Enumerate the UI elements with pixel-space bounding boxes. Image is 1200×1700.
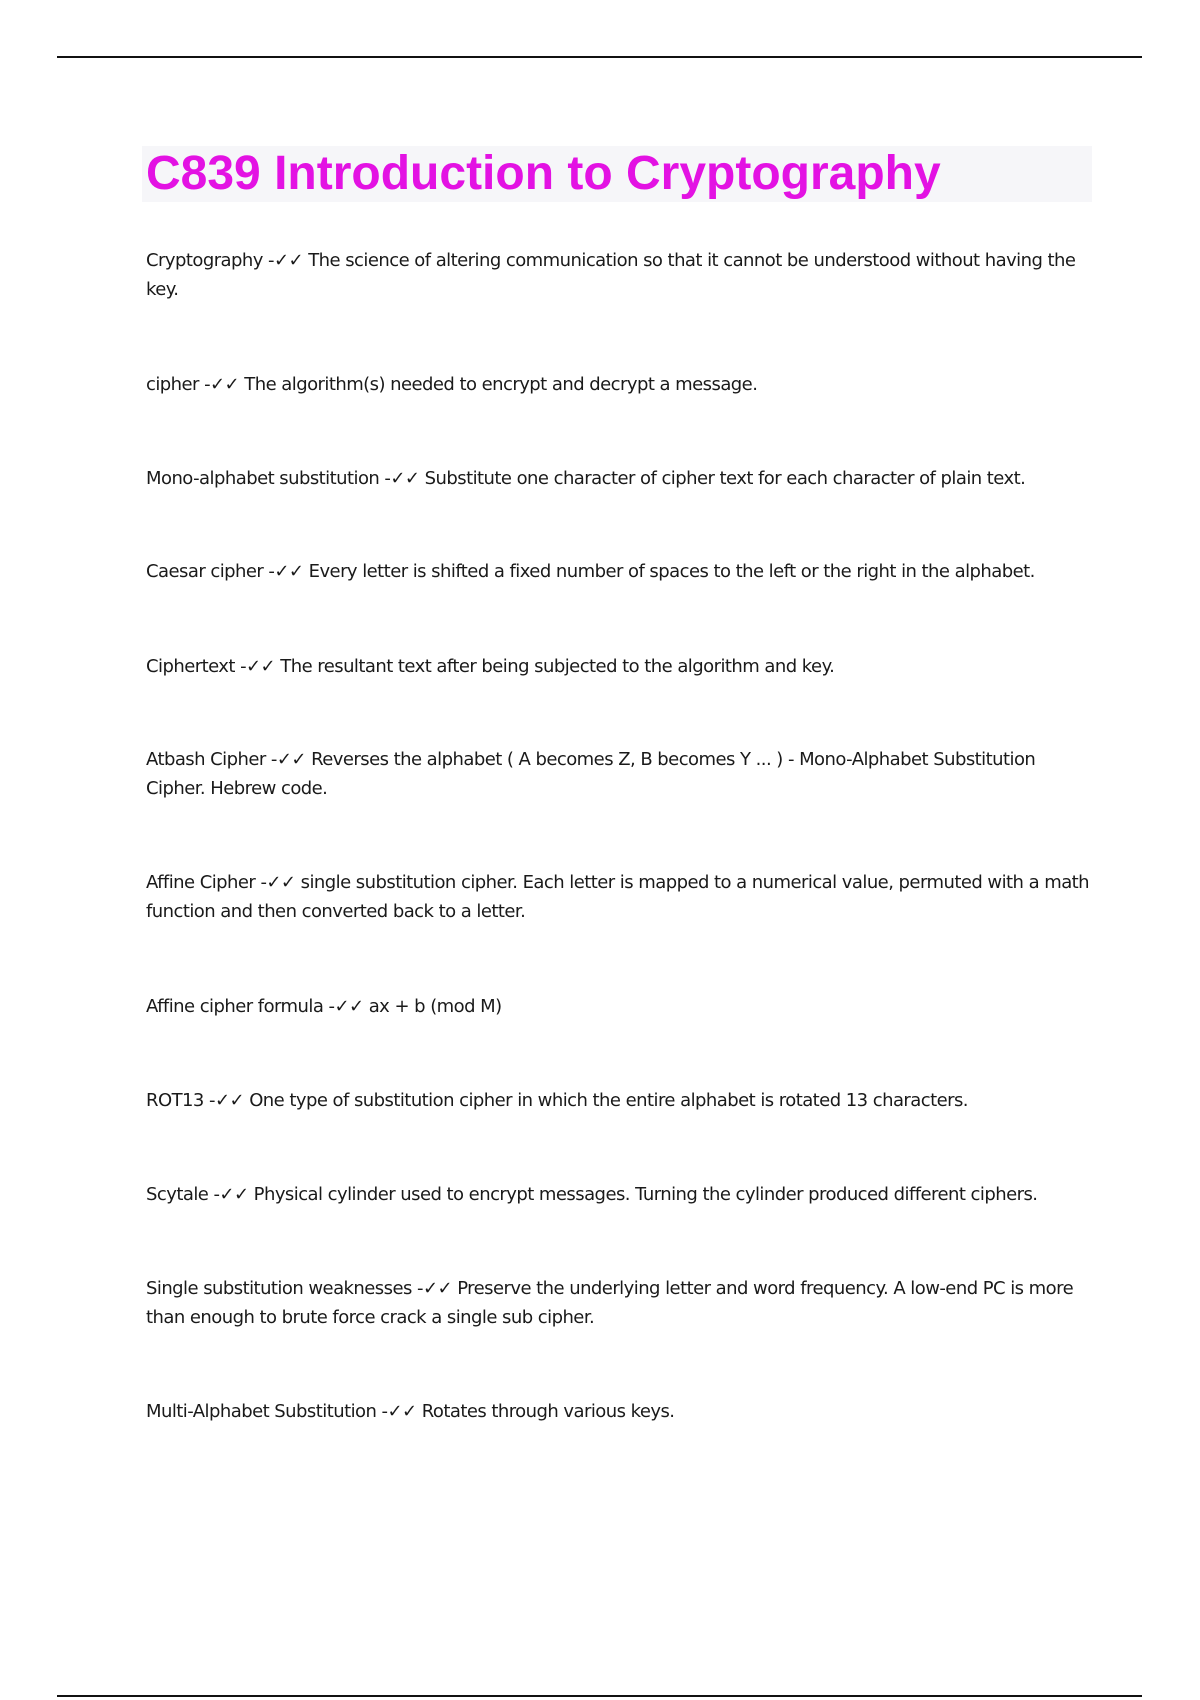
entry-term: Cryptography xyxy=(146,250,263,271)
check-separator: -✓✓ xyxy=(379,468,425,489)
check-separator: -✓✓ xyxy=(262,250,309,271)
entry-term: Ciphertext xyxy=(146,656,235,677)
entry-single-substitution-weaknesses xyxy=(146,1274,1096,1332)
entry-definition: The algorithm(s) needed to encrypt and decrypt a message. xyxy=(244,374,758,395)
entry-definition: Physical cylinder used to encrypt messages. Turning the cylinder produced different ciphers. xyxy=(253,1184,1038,1205)
entry-cryptography xyxy=(146,246,1096,304)
entry-term: ROT13 xyxy=(146,1090,204,1111)
check-separator: -✓✓ xyxy=(198,374,245,395)
entry-mono-alphabet-substitution xyxy=(146,464,1096,493)
top-rule xyxy=(57,56,1142,58)
entry-multi-alphabet-substitution xyxy=(146,1397,1096,1426)
check-separator: -✓✓ xyxy=(208,1184,254,1205)
check-separator: -✓✓ xyxy=(255,872,301,893)
entry-definition: Every letter is shifted a fixed number of spaces to the left or the right in the alphabet. xyxy=(308,561,1035,582)
entry-term: cipher xyxy=(146,374,199,395)
check-separator: -✓✓ xyxy=(263,561,309,582)
entry-rot13 xyxy=(146,1086,1096,1115)
entry-caesar-cipher xyxy=(146,557,1096,586)
check-separator: -✓✓ xyxy=(376,1401,422,1422)
entry-affine-cipher-formula xyxy=(146,992,1096,1021)
entry-term: Caesar cipher xyxy=(146,561,264,582)
entry-definition: The science of altering communication so that it cannot be understood without having the key. xyxy=(146,250,1076,300)
entry-definition: One type of substitution cipher in which the entire alphabet is rotated 13 characters. xyxy=(249,1090,968,1111)
entry-term: Mono-alphabet substitution xyxy=(146,468,380,489)
entry-definition: Substitute one character of cipher text for each character of plain text. xyxy=(424,468,1026,489)
check-separator: -✓✓ xyxy=(323,996,369,1017)
entry-definition: ax + b (mod M) xyxy=(368,996,502,1017)
check-separator: -✓✓ xyxy=(234,656,281,677)
entry-affine-cipher xyxy=(146,868,1096,926)
entry-definition: The resultant text after being subjected to the algorithm and key. xyxy=(280,656,835,677)
entry-cipher xyxy=(146,370,1096,399)
check-separator: -✓✓ xyxy=(265,749,312,770)
entry-term: Single substitution weaknesses xyxy=(146,1278,412,1299)
entry-definition: Rotates through various keys. xyxy=(421,1401,675,1422)
document-title: C839 Introduction to Cryptography xyxy=(146,147,941,200)
entry-term: Multi-Alphabet Substitution xyxy=(146,1401,377,1422)
entry-definition: Preserve the underlying letter and word frequency. A low-end PC is more than enough to brute force crack a single sub cipher. xyxy=(146,1278,1074,1328)
entry-ciphertext xyxy=(146,652,1096,681)
check-separator: -✓✓ xyxy=(411,1278,458,1299)
bottom-rule xyxy=(57,1695,1142,1697)
entry-definition: Reverses the alphabet ( A becomes Z, B becomes Y ... ) - Mono-Alphabet Substitution Cipher. Hebrew code. xyxy=(146,749,1036,799)
check-separator: -✓✓ xyxy=(203,1090,250,1111)
entry-term: Scytale xyxy=(146,1184,209,1205)
entry-scytale xyxy=(146,1180,1096,1209)
entry-definition: single substitution cipher. Each letter is mapped to a numerical value, permuted with a math function and then converted back to a letter. xyxy=(146,872,1090,922)
entry-atbash-cipher xyxy=(146,745,1096,803)
entry-term: Affine Cipher xyxy=(146,872,256,893)
entry-term: Atbash Cipher xyxy=(146,749,266,770)
entry-term: Affine cipher formula xyxy=(146,996,324,1017)
